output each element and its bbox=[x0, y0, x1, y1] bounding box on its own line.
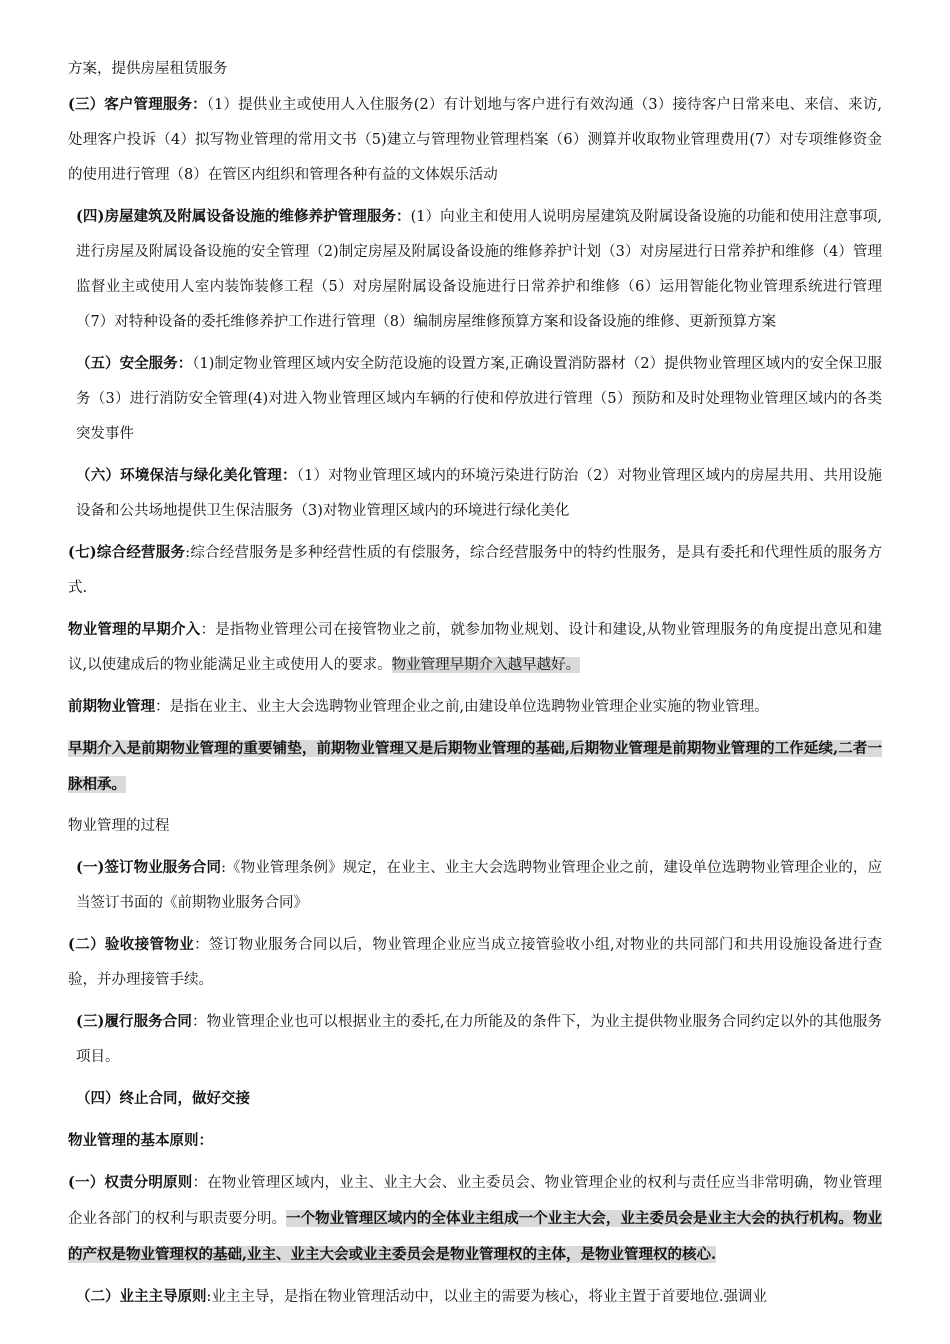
section-heading: 物业管理的基本原则： bbox=[68, 1132, 213, 1149]
text-run: :《物业管理条例》规定，在业主、业主大会选聘物业管理企业之前，建设单位选聘物业管理企业的，应当签订书面的《前期物业服务合同》 bbox=[76, 860, 882, 911]
highlighted-text: 一个物业管理区域内的全体业主组成一个业主大会，业主委员会是业主大会的执行机构。物业的产权是物业管理权的基础,业主、业主大会或业主委员会是物业管理权的主体，是物业管理权的核心. bbox=[68, 1210, 882, 1263]
section-heading: （四）终止合同，做好交接 bbox=[76, 1090, 250, 1107]
text-run: (1）向业主和使用人说明房屋建筑及附属设备设施的功能和使用注意事项,进行房屋及附属设备设施的安全管理（2)制定房屋及附属设备设施的维修养护计划（3）对房屋进行日常养护和维修（4）管理监督业主或使用人室内装饰装修工程（5）对房屋附属设备设施进行日常养护和维修（6）运用智能化物业管理系统进行管理（7）对特种设备的委托维修养护工作进行管理（8）编制房屋维修预算方案和设备设施的维修、更新预算方案 bbox=[76, 209, 882, 330]
section-heading: (三）客户管理服务： bbox=[68, 96, 207, 113]
section-heading: （二）业主主导原则 bbox=[76, 1288, 207, 1305]
paragraph-customer-service bbox=[68, 87, 882, 193]
paragraph-terminate-contract bbox=[68, 1081, 882, 1117]
paragraph-owner-principle bbox=[68, 1279, 882, 1315]
text-run: ：是指在业主、业主大会选聘物业管理企业之前,由建设单位选聘物业管理企业实施的物业管理。 bbox=[155, 699, 769, 715]
text-run: ：物业管理企业也可以根据业主的委托,在力所能及的条件下，为业主提供物业服务合同约定以外的其他服务项目。 bbox=[76, 1014, 882, 1065]
paragraph-responsibility-principle bbox=[68, 1165, 882, 1273]
text-run: 物业管理的过程 bbox=[68, 818, 170, 834]
section-heading: (一）权责分明原则 bbox=[68, 1174, 193, 1191]
paragraph-accept-property bbox=[68, 927, 882, 998]
section-heading: (二）验收接管物业 bbox=[68, 936, 195, 953]
section-heading: (七)综合经营服务 bbox=[68, 544, 186, 561]
term-heading: 前期物业管理 bbox=[68, 698, 155, 715]
paragraph-1 bbox=[68, 52, 882, 87]
paragraph-maintenance-service bbox=[68, 199, 882, 340]
section-heading: (三)履行服务合同 bbox=[76, 1013, 192, 1030]
section-heading: （五）安全服务： bbox=[76, 355, 193, 372]
highlighted-text: 早期介入是前期物业管理的重要铺垫，前期物业管理又是后期物业管理的基础,后期物业管理是前期物业管理的工作延续,二者一脉相承。 bbox=[68, 740, 882, 793]
paragraph-comprehensive-service bbox=[68, 535, 882, 606]
text-run: 方案，提供房屋租赁服务 bbox=[68, 61, 228, 77]
paragraph-sign-contract bbox=[68, 850, 882, 921]
paragraph-preliminary-management bbox=[68, 689, 882, 725]
section-heading: （六）环境保洁与绿化美化管理： bbox=[76, 467, 297, 484]
paragraph-process-title bbox=[68, 809, 882, 844]
section-heading: (一)签订物业服务合同 bbox=[76, 859, 222, 876]
text-run: （1)制定物业管理区域内安全防范设施的设置方案,正确设置消防器材（2）提供物业管理区域内的安全保卫服务（3）进行消防安全管理(4)对进入物业管理区域内车辆的行使和停放进行管理（5）预防和及时处理物业管理区域内的各类突发事件 bbox=[76, 356, 882, 442]
paragraph-relationship-summary bbox=[68, 731, 882, 803]
paragraph-environment-service bbox=[68, 458, 882, 529]
paragraph-principles-title bbox=[68, 1123, 882, 1159]
text-run: （1）提供业主或使用人入住服务(2）有计划地与客户进行有效沟通（3）接待客户日常来电、来信、来访,处理客户投诉（4）拟写物业管理的常用文书（5)建立与管理物业管理档案（6）测算并收取物业管理费用(7）对专项维修资金的使用进行管理（8）在管区内组织和管理各种有益的文体娱乐活动 bbox=[68, 97, 882, 183]
text-run: ：是指物业管理公司在接管物业之前，就参加物业规划、设计和建设,从物业管理服务的角度提出意见和建议,以使建成后的物业能满足业主或使用人的要求。 bbox=[68, 622, 883, 673]
paragraph-perform-contract bbox=[68, 1004, 882, 1075]
text-run: ：签订物业服务合同以后，物业管理企业应当成立接管验收小组,对物业的共同部门和共用设施设备进行查验，并办理接管手续。 bbox=[68, 937, 882, 988]
paragraph-security-service bbox=[68, 346, 882, 452]
paragraph-early-involvement bbox=[68, 612, 882, 683]
text-run: :业主主导，是指在物业管理活动中，以业主的需要为核心，将业主置于首要地位.强调业 bbox=[206, 1289, 767, 1305]
text-run: （1）对物业管理区域内的环境污染进行防治（2）对物业管理区域内的房屋共用、共用设施设备和公共场地提供卫生保洁服务（3)对物业管理区域内的环境进行绿化美化 bbox=[76, 468, 882, 519]
highlighted-text: 物业管理早期介入越早越好。 bbox=[391, 657, 581, 673]
text-run: ：在物业管理区域内，业主、业主大会、业主委员会、物业管理企业的权利与责任应当非常明确，物业管理企业各部门的权利与职责要分明。 bbox=[68, 1175, 882, 1227]
text-run: :综合经营服务是多种经营性质的有偿服务，综合经营服务中的特约性服务，是具有委托和代理性质的服务方式. bbox=[68, 545, 882, 596]
section-heading: (四)房屋建筑及附属设备设施的维修养护管理服务： bbox=[76, 208, 411, 225]
term-heading: 物业管理的早期介入 bbox=[68, 621, 201, 638]
